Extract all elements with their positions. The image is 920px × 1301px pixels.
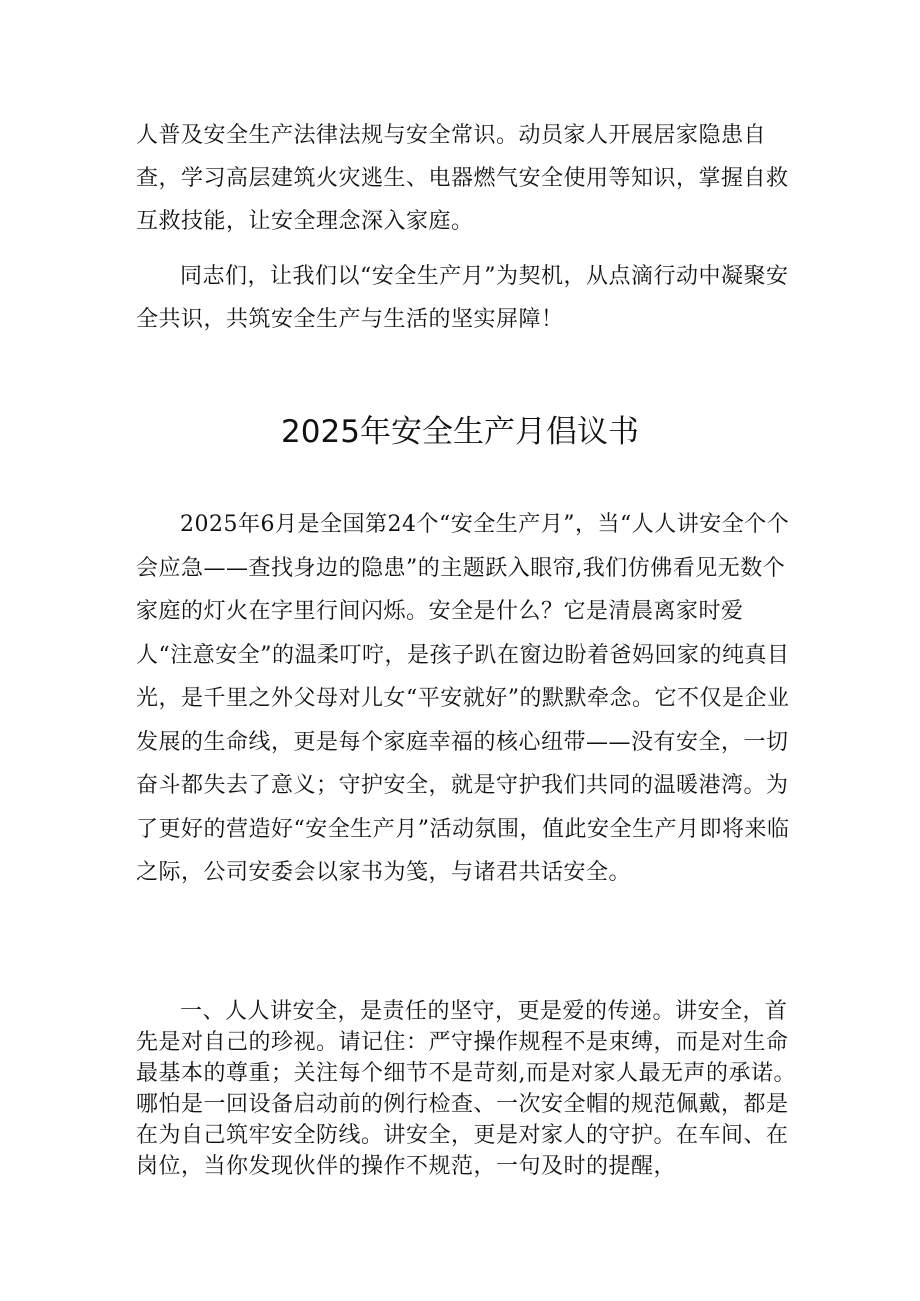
body-paragraph-4: 一、人人讲安全，是责任的坚守，更是爱的传递。讲安全，首先是对自己的珍视。请记住：严守操作规程不是束缚，而是对生命最基本的尊重；关注每个细节不是苛刻,而是对家人最无声的承诺。哪怕是一回设备启动前的例行检查、一次安全帽的规范佩戴，都是在为自己筑牢安全防线。讲安全，更是对家人的守护。在车间、在岗位，当你发现伙伴的操作不规范，一句及时的提醒， [136, 999, 796, 1179]
document-title: 2025年安全生产月倡议书 [281, 414, 639, 450]
body-paragraph-1: 人普及安全生产法律法规与安全常识。动员家人开展居家隐患自查，学习高层建筑火灾逃生、电器燃气安全使用等知识，掌握自救互救技能，让安全理念深入家庭。 [136, 123, 789, 234]
body-paragraph-3: 2025年6月是全国第24个“安全生产月”，当“人人讲安全个个会应急——查找身边的隐患”的主题跃入眼帘,我们仿佛看见无数个家庭的灯火在字里行间闪烁。安全是什么？它是清晨离家时爱人“注意安全”的温柔叮咛，是孩子趴在窗边盼着爸妈回家的纯真目光，是千里之外父母对儿女“平安就好”的默默牵念。它不仅是企业发展的生命线，更是每个家庭幸福的核心纽带——没有安全，一切奋斗都失去了意义；守护安全，就是守护我们共同的温暖港湾。为了更好的营造好“安全生产月”活动氛围，值此安全生产月即将来临之际，公司安委会以家书为笺，与诸君共话安全。 [136, 512, 790, 885]
body-paragraph-2: 同志们，让我们以“安全生产月”为契机，从点滴行动中凝聚安全共识，共筑安全生产与生活的坚实屏障！ [136, 264, 789, 332]
